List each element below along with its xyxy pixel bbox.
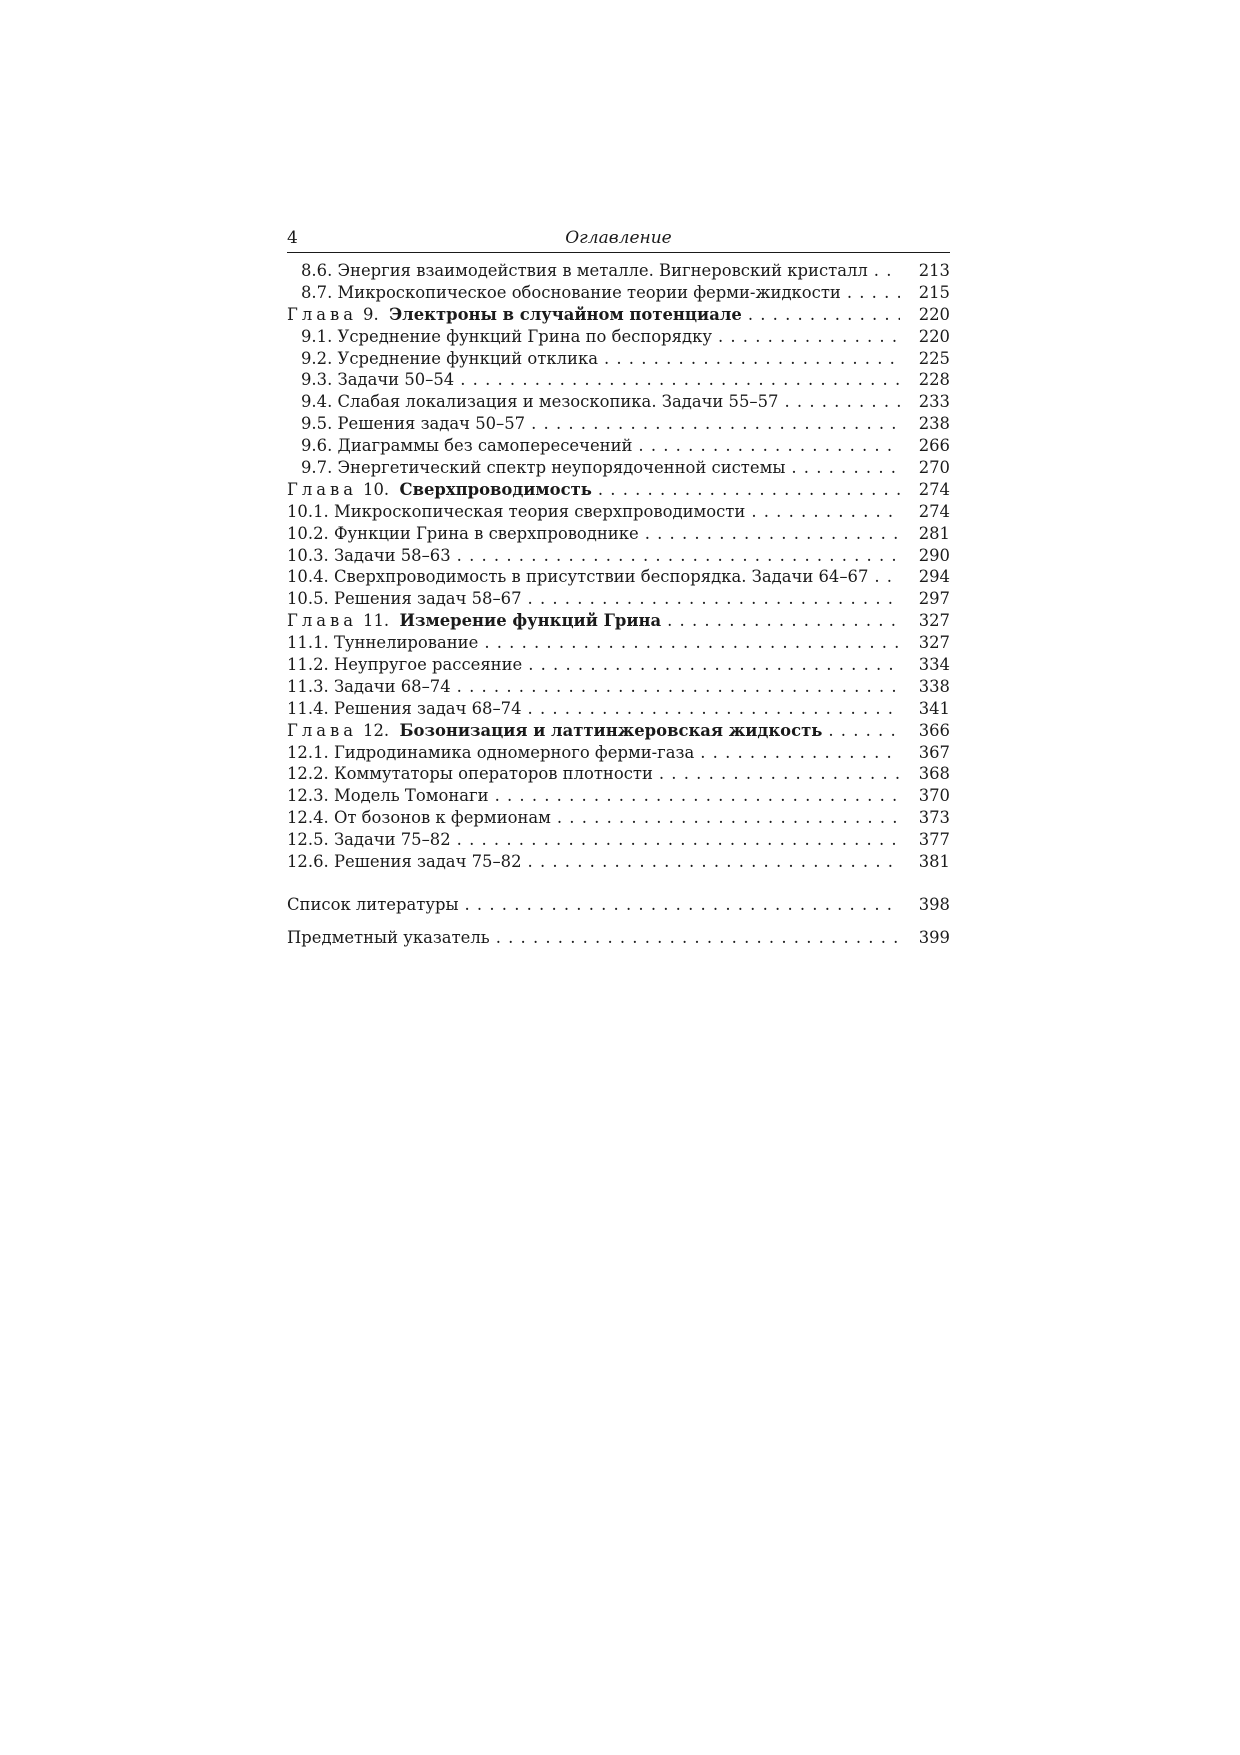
section-title: Гидродинамика одномерного ферми-газа <box>333 742 695 762</box>
back-matter-title: Список литературы <box>287 894 459 914</box>
section-number: 10.3. <box>287 545 329 565</box>
dot-leader <box>528 698 900 720</box>
toc-back-matter-entry[interactable] <box>287 894 950 916</box>
dot-leader <box>528 851 900 873</box>
toc-entry-label <box>287 742 694 764</box>
toc-entry-label <box>287 566 868 588</box>
toc-entry-label <box>287 829 451 851</box>
toc-section-entry[interactable] <box>287 369 950 391</box>
section-title: Усреднение функций отклика <box>337 348 598 368</box>
page-ref: 370 <box>918 786 950 806</box>
chapter-prefix: Глава <box>287 304 358 324</box>
back-matter-title: Предметный указатель <box>287 927 490 947</box>
section-title: Задачи 68–74 <box>333 676 451 696</box>
page-ref: 338 <box>918 676 950 696</box>
section-number: 12.1. <box>287 742 329 762</box>
toc-entry-label <box>287 851 522 873</box>
toc-entry-label <box>287 807 551 829</box>
section-title: От бозонов к фермионам <box>333 808 551 828</box>
dot-leader <box>604 348 900 370</box>
dot-leader <box>874 566 900 588</box>
section-number: 12.6. <box>287 852 329 872</box>
dot-leader <box>667 610 900 632</box>
page-ref: 220 <box>918 304 950 324</box>
dot-leader <box>457 829 900 851</box>
section-number: 12.5. <box>287 830 329 850</box>
toc-entry-label <box>287 413 525 435</box>
toc-entry-label <box>287 588 522 610</box>
page-ref: 366 <box>918 720 950 740</box>
page-ref: 294 <box>918 567 950 587</box>
dot-leader <box>457 676 900 698</box>
section-title: Решения задач 58–67 <box>333 589 522 609</box>
dot-leader <box>700 742 900 764</box>
page-ref: 381 <box>918 852 950 872</box>
running-title: Оглавление <box>565 228 672 248</box>
chapter-prefix: Глава <box>287 720 358 740</box>
toc-back-matter-entry[interactable] <box>287 927 950 949</box>
page-ref: 228 <box>918 370 950 390</box>
dot-leader <box>495 785 900 807</box>
toc-section-entry[interactable] <box>287 501 950 523</box>
toc-chapter-entry[interactable] <box>287 610 950 632</box>
toc-section-entry[interactable] <box>287 523 950 545</box>
header-rule <box>287 252 950 253</box>
section-title: Энергия взаимодействия в металле. Вигнеровский кристалл <box>337 261 868 280</box>
page-ref: 290 <box>918 545 950 565</box>
toc-section-entry[interactable] <box>287 391 950 413</box>
chapter-number: 11. <box>363 611 390 631</box>
toc-section-entry[interactable] <box>287 435 950 457</box>
page-ref: 327 <box>918 633 950 653</box>
toc-entry-label <box>287 763 653 785</box>
toc-entry-label <box>287 282 841 304</box>
dot-leader <box>748 304 900 326</box>
section-title: Задачи 75–82 <box>333 830 451 850</box>
dot-leader <box>457 545 900 567</box>
section-number: 11.2. <box>287 655 329 675</box>
dot-leader <box>598 479 900 501</box>
toc-entry-label <box>287 785 489 807</box>
toc-entry-label <box>287 304 742 326</box>
page-ref: 274 <box>918 501 950 521</box>
page-ref: 215 <box>918 282 950 302</box>
section-number: 9.4. <box>301 392 333 412</box>
dot-leader <box>557 807 900 829</box>
toc-section-entry[interactable] <box>287 763 950 785</box>
page-ref: 367 <box>918 742 950 762</box>
dot-leader <box>460 369 900 391</box>
section-number: 11.3. <box>287 676 329 696</box>
section-number: 8.6. <box>301 261 333 280</box>
page-ref: 233 <box>918 392 950 412</box>
document-page <box>287 226 950 949</box>
section-number: 9.7. <box>301 458 333 478</box>
section-number: 10.4. <box>287 567 329 587</box>
dot-leader <box>874 260 900 282</box>
page-ref: 398 <box>918 894 950 914</box>
page-ref: 399 <box>918 927 950 947</box>
section-number: 12.4. <box>287 808 329 828</box>
toc-section-entry[interactable] <box>287 588 950 610</box>
section-number: 11.1. <box>287 633 329 653</box>
toc-section-entry[interactable] <box>287 807 950 829</box>
toc-entry-label <box>287 369 454 391</box>
section-title: Микроскопическое обоснование теории ферми-жидкости <box>337 282 841 302</box>
section-title: Слабая локализация и мезоскопика. Задачи 55–57 <box>337 392 779 412</box>
toc-section-entry[interactable] <box>287 654 950 676</box>
toc-chapter-entry[interactable] <box>287 479 950 501</box>
toc-chapter-entry[interactable] <box>287 304 950 326</box>
toc-entry-label <box>287 479 592 501</box>
dot-leader <box>531 413 900 435</box>
toc-section-entry[interactable] <box>287 260 950 282</box>
chapter-number: 10. <box>363 479 390 499</box>
section-title: Модель Томонаги <box>333 786 489 806</box>
toc-entry-label <box>287 523 639 545</box>
page-number: 4 <box>287 228 298 248</box>
page-ref: 368 <box>918 764 950 784</box>
section-number: 9.1. <box>301 326 333 346</box>
toc-entry-label <box>287 348 598 370</box>
dot-leader <box>528 654 900 676</box>
toc-section-entry[interactable] <box>287 632 950 654</box>
section-title: Решения задач 50–57 <box>337 414 526 434</box>
dot-leader <box>528 588 900 610</box>
page-ref: 281 <box>918 523 950 543</box>
toc-entry-label <box>287 632 478 654</box>
toc-section-entry[interactable] <box>287 851 950 873</box>
toc-section-entry[interactable] <box>287 566 950 588</box>
page-ref: 297 <box>918 589 950 609</box>
page-ref: 213 <box>918 261 950 280</box>
toc-entry-label <box>287 545 451 567</box>
section-number: 12.3. <box>287 786 329 806</box>
toc-entry-label <box>287 501 745 523</box>
page-ref: 334 <box>918 655 950 675</box>
section-title: Диаграммы без самопересечений <box>337 436 633 456</box>
toc-section-entry[interactable] <box>287 457 950 479</box>
section-title: Задачи 58–63 <box>333 545 451 565</box>
toc-section-entry[interactable] <box>287 282 950 304</box>
section-title: Функции Грина в сверхпроводнике <box>333 523 639 543</box>
dot-leader <box>791 457 900 479</box>
toc-entry-label <box>287 698 522 720</box>
toc-entry-label <box>287 435 632 457</box>
section-number: 10.2. <box>287 523 329 543</box>
section-number: 9.6. <box>301 436 333 456</box>
section-title: Сверхпроводимость в присутствии беспорядка. Задачи 64–67 <box>333 567 869 587</box>
dot-leader <box>645 523 900 545</box>
page-ref: 225 <box>918 348 950 368</box>
section-number: 8.7. <box>301 282 333 302</box>
page-ref: 373 <box>918 808 950 828</box>
toc-section-entry[interactable] <box>287 698 950 720</box>
toc-entry-label <box>287 654 522 676</box>
toc-entry-label <box>287 326 712 348</box>
toc-section-entry[interactable] <box>287 348 950 370</box>
toc-section-entry[interactable] <box>287 742 950 764</box>
page-ref: 377 <box>918 830 950 850</box>
section-title: Решения задач 68–74 <box>333 698 522 718</box>
chapter-title: Электроны в случайном потенциале <box>389 304 742 324</box>
chapter-title: Измерение функций Грина <box>399 611 662 631</box>
page-ref: 341 <box>918 698 950 718</box>
toc-section-entry[interactable] <box>287 326 950 348</box>
dot-leader <box>784 391 900 413</box>
spacer <box>287 916 950 927</box>
toc-entry-label <box>287 260 868 282</box>
toc-section-entry[interactable] <box>287 676 950 698</box>
page-ref: 270 <box>918 458 950 478</box>
toc-entry-label <box>287 676 451 698</box>
section-title: Микроскопическая теория сверхпроводимости <box>333 501 746 521</box>
dot-leader <box>484 632 900 654</box>
toc-section-entry[interactable] <box>287 829 950 851</box>
running-header <box>287 226 950 250</box>
page-ref: 327 <box>918 611 950 631</box>
section-number: 9.2. <box>301 348 333 368</box>
page-ref: 220 <box>918 326 950 346</box>
toc-entry-label <box>287 391 778 413</box>
section-number: 10.5. <box>287 589 329 609</box>
page-ref: 266 <box>918 436 950 456</box>
chapter-number: 12. <box>363 720 390 740</box>
section-title: Неупругое рассеяние <box>333 655 523 675</box>
toc-section-entry[interactable] <box>287 545 950 567</box>
chapter-title: Бозонизация и латтинжеровская жидкость <box>399 720 823 740</box>
section-title: Туннелирование <box>333 633 479 653</box>
section-number: 11.4. <box>287 698 329 718</box>
section-title: Усреднение функций Грина по беспорядку <box>337 326 712 346</box>
back-matter <box>287 894 950 949</box>
dot-leader <box>751 501 900 523</box>
page-ref: 274 <box>918 479 950 499</box>
chapter-prefix: Глава <box>287 611 358 631</box>
section-number: 9.5. <box>301 414 333 434</box>
dot-leader <box>828 720 900 742</box>
chapter-number: 9. <box>363 304 379 324</box>
dot-leader <box>847 282 900 304</box>
toc-section-entry[interactable] <box>287 785 950 807</box>
toc-entry-label <box>287 720 822 742</box>
section-title: Решения задач 75–82 <box>333 852 522 872</box>
page-ref: 238 <box>918 414 950 434</box>
chapter-prefix: Глава <box>287 479 358 499</box>
toc-entry-label <box>287 457 785 479</box>
chapter-title: Сверхпроводимость <box>399 479 592 499</box>
toc-chapter-entry[interactable] <box>287 720 950 742</box>
toc-entry-label <box>287 610 661 632</box>
section-number: 12.2. <box>287 764 329 784</box>
section-title: Задачи 50–54 <box>337 370 455 390</box>
dot-leader <box>718 326 900 348</box>
dot-leader <box>638 435 900 457</box>
section-number: 10.1. <box>287 501 329 521</box>
dot-leader <box>496 927 900 949</box>
section-number: 9.3. <box>301 370 333 390</box>
section-title: Коммутаторы операторов плотности <box>333 764 653 784</box>
spacer <box>287 873 950 894</box>
dot-leader <box>465 894 900 916</box>
section-title: Энергетический спектр неупорядоченной системы <box>337 458 786 478</box>
table-of-contents <box>287 260 950 873</box>
toc-section-entry[interactable] <box>287 413 950 435</box>
dot-leader <box>659 763 900 785</box>
